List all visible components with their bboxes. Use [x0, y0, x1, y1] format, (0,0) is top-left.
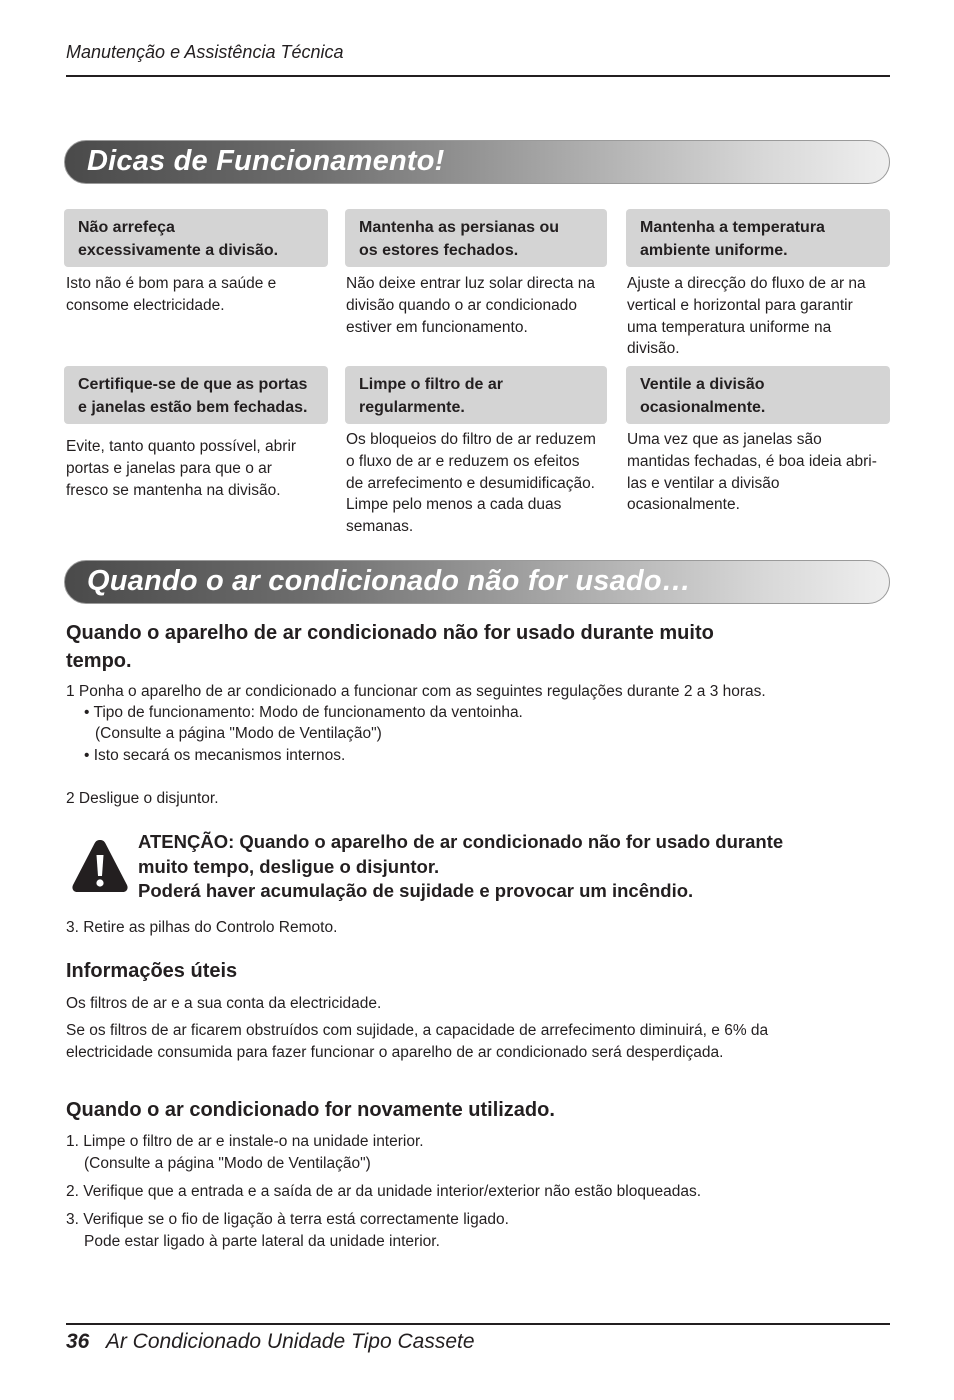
tip-heading — [626, 209, 890, 267]
tip-body — [66, 273, 334, 317]
tip-body-line: portas e janelas para que o ar — [66, 459, 272, 477]
reuse-heading: Quando o ar condicionado for novamente utilizado. — [66, 1099, 555, 1121]
tip-heading-line: os estores fechados. — [359, 242, 519, 259]
step-1: 1 Ponha o aparelho de ar condicionado a funcionar com as seguintes regulações durante 2 a 3 horas. — [66, 683, 766, 700]
page-number: 36 — [66, 1330, 90, 1353]
tip-body-line: consome electricidade. — [66, 296, 225, 314]
tip-heading — [345, 366, 607, 424]
tip-body-line: Os bloqueios do filtro de ar reduzem — [346, 431, 596, 448]
tip-heading-line: e janelas estão bem fechadas. — [78, 399, 308, 416]
reuse-step-note: (Consulte a página "Modo de Ventilação") — [84, 1155, 371, 1172]
section-title: Quando o ar condicionado não for usado… — [87, 565, 691, 597]
tip-body-line: Ajuste a direcção do fluxo de ar na — [627, 275, 866, 292]
tip-body-line: las e ventilar a divisão — [627, 474, 780, 492]
reuse-step-2: 2. Verifique que a entrada e a saída de ar da unidade interior/exterior não estão bloqueadas. — [66, 1183, 702, 1200]
tip-body-line: ocasionalmente. — [627, 496, 740, 514]
tip-body-line: Limpe pelo menos a cada duas — [346, 496, 562, 514]
tip-heading-line: ocasionalmente. — [640, 399, 766, 416]
tip-body — [627, 429, 895, 516]
tip-heading-line: Não arrefeça — [78, 219, 175, 236]
tip-body-line: uma temperatura uniforme na — [627, 318, 832, 336]
tip-body-line: o fluxo de ar e reduzem os efeitos — [346, 452, 580, 470]
tip-body-line: vertical e horizontal para garantir — [627, 296, 853, 314]
tip-body-line: mantidas fechadas, é boa ideia abri- — [627, 452, 877, 470]
info-paragraph-line: electricidade consumida para fazer funcionar o aparelho de ar condicionado será desperdiçada. — [66, 1043, 724, 1061]
tip-body — [66, 436, 334, 501]
page-footer — [66, 1330, 475, 1354]
header-rule — [66, 75, 890, 77]
tip-heading — [64, 209, 328, 267]
tip-body-line: divisão. — [627, 340, 680, 358]
footer-rule — [66, 1323, 890, 1325]
tip-heading-line: Mantenha a temperatura — [640, 219, 825, 236]
running-header: Manutenção e Assistência Técnica — [66, 42, 344, 62]
info-line: Os filtros de ar e a sua conta da electricidade. — [66, 995, 382, 1012]
section-title: Dicas de Funcionamento! — [87, 145, 445, 177]
warning-line: Poderá haver acumulação de sujidade e provocar um incêndio. — [138, 880, 694, 901]
tip-body-line: Não deixe entrar luz solar directa na — [346, 275, 595, 292]
step-2: 2 Desligue o disjuntor. — [66, 790, 219, 807]
footer-title: Ar Condicionado Unidade Tipo Cassete — [105, 1330, 475, 1353]
info-heading: Informações úteis — [66, 960, 238, 982]
info-paragraph-line: Se os filtros de ar ficarem obstruídos com sujidade, a capacidade de arrefecimento diminuirá, e 6% da — [66, 1022, 769, 1039]
section-banner-tips — [64, 140, 890, 184]
tip-heading-line: regularmente. — [359, 399, 465, 416]
warning-text — [138, 830, 783, 904]
reuse-step-1: 1. Limpe o filtro de ar e instale-o na unidade interior. — [66, 1133, 424, 1150]
warning-line: ATENÇÃO: Quando o aparelho de ar condicionado não for usado durante — [138, 831, 784, 852]
step-3: 3. Retire as pilhas do Controlo Remoto. — [66, 919, 338, 936]
tip-heading-line: Certifique-se de que as portas — [78, 376, 308, 393]
tip-body-line: Isto não é bom para a saúde e — [66, 275, 277, 292]
tip-heading-line: Mantenha as persianas ou — [359, 219, 560, 236]
section-banner-not-used — [64, 560, 890, 604]
tip-body-line: Evite, tanto quanto possível, abrir — [66, 438, 297, 455]
tip-heading — [626, 366, 890, 424]
tip-heading-line: Ventile a divisão — [640, 376, 765, 393]
tip-body-line: estiver em funcionamento. — [346, 318, 528, 336]
tip-body — [627, 273, 895, 360]
tip-body — [346, 273, 614, 338]
tip-heading-line: ambiente uniforme. — [640, 242, 788, 259]
tip-body — [346, 429, 614, 538]
warning-line: muito tempo, desligue o disjuntor. — [138, 855, 440, 877]
subsection-heading — [66, 619, 714, 675]
tip-heading — [345, 209, 607, 267]
tip-body-line: semanas. — [346, 518, 414, 536]
bullet-note: (Consulte a página "Modo de Ventilação") — [95, 725, 382, 742]
reuse-step-note: Pode estar ligado à parte lateral da unidade interior. — [84, 1233, 440, 1250]
info-paragraph — [66, 1020, 768, 1063]
subsection-heading-line: Quando o aparelho de ar condicionado não for usado durante muito — [66, 622, 714, 644]
warning-icon — [70, 838, 130, 894]
tip-body-line: Uma vez que as janelas são — [627, 431, 822, 448]
reuse-step-3: 3. Verifique se o fio de ligação à terra está correctamente ligado. — [66, 1211, 509, 1228]
tip-heading-line: excessivamente a divisão. — [78, 242, 279, 259]
tip-heading — [64, 366, 328, 424]
tip-heading-line: Limpe o filtro de ar — [359, 376, 504, 393]
tip-body-line: divisão quando o ar condicionado — [346, 296, 577, 314]
bullet-item: • Tipo de funcionamento: Modo de funcionamento da ventoinha. — [84, 704, 523, 721]
tip-body-line: fresco se mantenha na divisão. — [66, 481, 281, 499]
bullet-item: • Isto secará os mecanismos internos. — [84, 747, 346, 764]
tip-body-line: de arrefecimento e desumidificação. — [346, 474, 595, 492]
subsection-heading-line: tempo. — [66, 650, 132, 672]
